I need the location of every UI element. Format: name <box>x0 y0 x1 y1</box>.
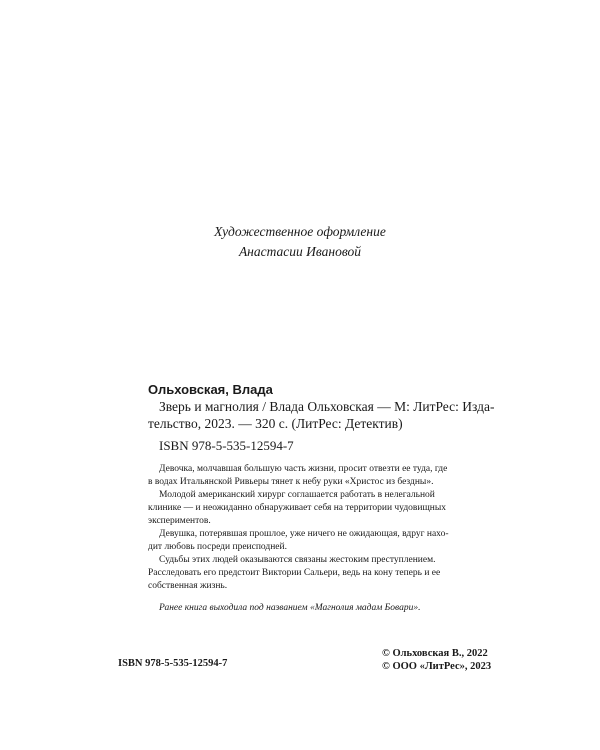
annotation-line: в водах Итальянской Ривьеры тянет к небу руки «Христос из бездны». <box>148 477 434 487</box>
design-credit-line-2: Анастасии Ивановой <box>238 244 362 259</box>
annotation <box>148 463 493 615</box>
author-heading: Ольховская, Влада <box>148 382 273 397</box>
annotation-line: клинике — и неожиданно обнаруживает себя на территории чудовищных <box>148 503 447 513</box>
copyright-publisher: © ООО «ЛитРес», 2023 <box>382 661 492 672</box>
catalog-record <box>148 381 495 454</box>
design-credit <box>150 222 450 262</box>
annotation-line: Судьбы этих людей оказываются связаны жестоким преступлением. <box>159 555 436 565</box>
bibliographic-line-1: Зверь и магнолия / Влада Ольховская — М: ЛитРес: Изда- <box>159 399 495 414</box>
catalog-isbn: ISBN 978-5-535-12594-7 <box>159 438 294 453</box>
annotation-line: Девочка, молчавшая большую часть жизни, просит отвезти ее туда, где <box>159 464 448 474</box>
annotation-line: Молодой американский хирург соглашается работать в нелегальной <box>159 490 435 500</box>
annotation-line: Расследовать его предстоит Виктории Сальери, ведь на кону теперь и ее <box>148 568 441 578</box>
annotation-line: собственная жизнь. <box>148 581 228 591</box>
annotation-line: Девушка, потерявшая прошлое, уже ничего не ожидающая, вдруг нахо- <box>159 529 449 539</box>
design-credit-line-1: Художественное оформление <box>214 224 386 239</box>
copyright-author: © Ольховская В., 2022 <box>382 648 488 659</box>
copyright-block <box>382 647 491 673</box>
annotation-line: дит любовь посреди преисподней. <box>148 542 287 552</box>
footer-isbn: ISBN 978-5-535-12594-7 <box>118 658 228 669</box>
bibliographic-line-2: тельство, 2023. — 320 с. (ЛитРес: Детектив) <box>148 416 403 431</box>
previous-title-note: Ранее книга выходила под названием «Магнолия мадам Бовари». <box>159 603 421 613</box>
annotation-line: экспериментов. <box>148 516 211 526</box>
